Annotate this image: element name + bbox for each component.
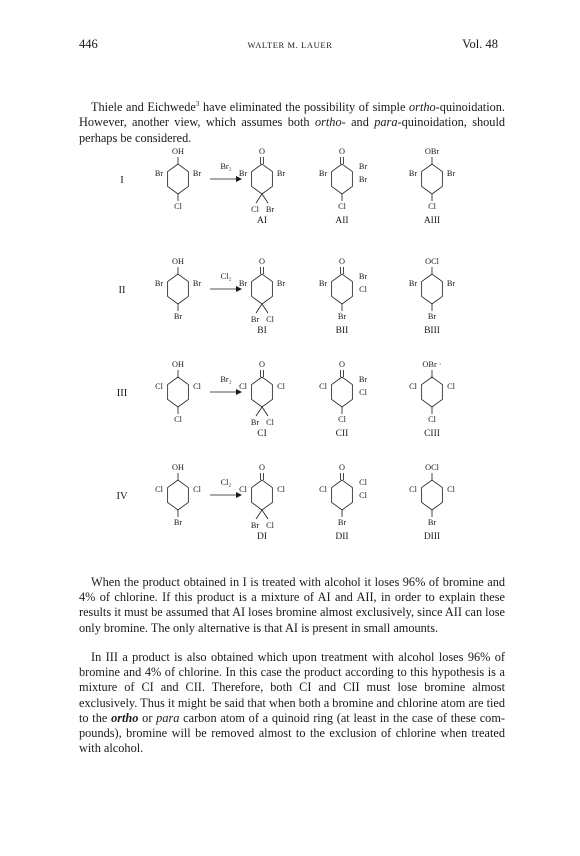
compound-label: AII xyxy=(335,216,349,226)
atom-label: Br xyxy=(192,279,202,288)
reagent-label: Br₂ xyxy=(220,375,232,384)
row-numeral: II xyxy=(118,285,126,296)
benzene-ring xyxy=(422,480,443,510)
atom-label: O xyxy=(339,257,345,266)
atom-label: Cl xyxy=(428,202,436,211)
atom-label: Cl xyxy=(359,388,367,397)
atom-label: Br xyxy=(250,521,260,530)
compound-label: BIII xyxy=(424,326,440,336)
row-numeral: IV xyxy=(116,491,128,502)
atom-label: Br xyxy=(276,169,286,178)
atom-label: OH xyxy=(172,147,184,156)
atom-label: Cl xyxy=(266,418,274,427)
volume-label: Vol. 48 xyxy=(462,37,498,51)
reagent-label: Cl₂ xyxy=(220,478,232,487)
atom-label: Cl xyxy=(239,485,247,494)
atom-label: Br xyxy=(192,169,202,178)
benzene-ring xyxy=(422,377,443,407)
atom-label: Br xyxy=(238,169,248,178)
atom-label: Cl xyxy=(319,485,327,494)
atom-label: Cl xyxy=(359,491,367,500)
compound-label: DIII xyxy=(423,532,441,542)
atom-label: Br xyxy=(250,315,260,324)
compound-label: BII xyxy=(335,326,349,336)
atom-label: O xyxy=(259,257,265,266)
atom-label: OH xyxy=(172,463,184,472)
compound-label: BI xyxy=(257,326,267,336)
atom-label: Cl xyxy=(155,382,163,391)
atom-label: Br xyxy=(446,169,456,178)
compound-label: CI xyxy=(257,429,267,439)
quinoid-ring xyxy=(332,274,353,304)
quinoid-ring xyxy=(252,377,273,407)
quinoid-ring xyxy=(332,164,353,194)
atom-label: Cl xyxy=(359,285,367,294)
atom-label: Cl xyxy=(239,382,247,391)
benzene-ring xyxy=(168,274,189,304)
atom-label: Br xyxy=(337,518,347,527)
atom-label: Br xyxy=(318,169,328,178)
benzene-ring xyxy=(422,164,443,194)
atom-label: Br xyxy=(427,312,437,321)
atom-label: Cl xyxy=(277,485,285,494)
bond-line xyxy=(262,407,268,416)
atom-label: Cl xyxy=(174,415,182,424)
quinoid-ring xyxy=(332,377,353,407)
quinoid-ring xyxy=(252,274,273,304)
atom-label: Br xyxy=(154,279,164,288)
atom-label: Cl xyxy=(193,485,201,494)
bond-line xyxy=(262,194,268,203)
atom-label: Cl xyxy=(338,415,346,424)
atom-label: Cl xyxy=(193,382,201,391)
row-numeral: III xyxy=(116,388,128,399)
atom-label: OBr xyxy=(424,147,440,156)
atom-label: OBr · xyxy=(422,360,442,369)
reagent-label: Cl₂ xyxy=(220,272,232,281)
atom-label: Cl xyxy=(447,382,455,391)
atom-label: Br xyxy=(408,169,418,178)
bond-line xyxy=(262,510,268,519)
atom-label: O xyxy=(339,463,345,472)
benzene-ring xyxy=(422,274,443,304)
atom-label: Br xyxy=(318,279,328,288)
atom-label: Br xyxy=(276,279,286,288)
bond-line xyxy=(256,194,262,203)
atom-label: Cl xyxy=(277,382,285,391)
compound-label: CIII xyxy=(424,429,440,439)
atom-label: O xyxy=(259,463,265,472)
compound-label: AI xyxy=(256,216,268,226)
benzene-ring xyxy=(168,480,189,510)
quinoid-ring xyxy=(332,480,353,510)
atom-label: Br xyxy=(173,312,183,321)
atom-label: OH xyxy=(172,360,184,369)
bond-line xyxy=(256,510,262,519)
compound-label: DI xyxy=(256,532,268,542)
body-paragraph-1: When the product obtained in I is treated with alcohol it loses 96% of bromine and 4% of chlorine. If this product is a mixture of AI and AII, in order to explain these results it must be assumed that AI loses bromine almost exclusively, since AII can lose only bromine. The only alternative is that AI is present in small amounts. xyxy=(79,575,505,635)
atom-label: Cl xyxy=(266,315,274,324)
atom-label: Br xyxy=(154,169,164,178)
row-numeral: I xyxy=(120,175,124,186)
reference-mark: 3 xyxy=(195,100,200,108)
atom-label: Br xyxy=(173,518,183,527)
atom-label: OH xyxy=(172,257,184,266)
atom-label: Br xyxy=(358,175,368,184)
atom-label: Cl xyxy=(155,485,163,494)
atom-label: Br xyxy=(358,272,368,281)
atom-label: Cl xyxy=(174,202,182,211)
bond-line xyxy=(256,304,262,313)
atom-label: Cl xyxy=(428,415,436,424)
atom-label: Br xyxy=(238,279,248,288)
atom-label: O xyxy=(259,147,265,156)
atom-label: Cl xyxy=(409,485,417,494)
atom-label: Cl xyxy=(447,485,455,494)
atom-label: Cl xyxy=(251,205,259,214)
compound-label: AIII xyxy=(423,216,441,226)
quinoid-ring xyxy=(252,480,273,510)
atom-label: Cl xyxy=(409,382,417,391)
atom-label: OCl xyxy=(425,257,439,266)
reagent-label: Br₂ xyxy=(220,162,232,171)
atom-label: Cl xyxy=(359,478,367,487)
atom-label: Br xyxy=(358,162,368,171)
compound-label: CII xyxy=(335,429,349,439)
benzene-ring xyxy=(168,377,189,407)
atom-label: Cl xyxy=(266,521,274,530)
running-head-author: WALTER M. LAUER xyxy=(247,40,333,50)
atom-label: OCl xyxy=(425,463,439,472)
compound-label: DII xyxy=(335,532,349,542)
body-paragraph-2: In III a product is also obtained which upon treatment with alcohol loses 96% of bromine and 4% of chlorine. In this case the product according to this hypothesis is a mixture of CI and CII. Therefore, both CI and CII must lose bromine almost exclusively. Thus it might be said that when both a bromine and chlorine atom are tied to the ortho or para carbon atom of a quinoid ring (at least in the case of these com- pounds), bromine will be removed almost to the exclusion of chlorine when treated with alcohol. xyxy=(79,650,506,756)
atom-label: O xyxy=(339,147,345,156)
atom-label: Br xyxy=(358,375,368,384)
bond-line xyxy=(262,304,268,313)
atom-label: O xyxy=(339,360,345,369)
atom-label: Br xyxy=(446,279,456,288)
atom-label: Br xyxy=(250,418,260,427)
atom-label: Br xyxy=(265,205,275,214)
quinoid-ring xyxy=(252,164,273,194)
atom-label: Br xyxy=(408,279,418,288)
atom-label: Br xyxy=(427,518,437,527)
page-number: 446 xyxy=(79,37,98,51)
atom-label: O xyxy=(259,360,265,369)
intro-paragraph: Thiele and Eichwede$^3$ have eliminated the possibility of simple ortho-quinoidation. However, another view, which assumes both ortho- and para-quinoidation, should perhaps be considered. xyxy=(79,100,506,145)
benzene-ring xyxy=(168,164,189,194)
atom-label: Cl xyxy=(319,382,327,391)
bond-line xyxy=(256,407,262,416)
atom-label: Cl xyxy=(338,202,346,211)
atom-label: Br xyxy=(337,312,347,321)
